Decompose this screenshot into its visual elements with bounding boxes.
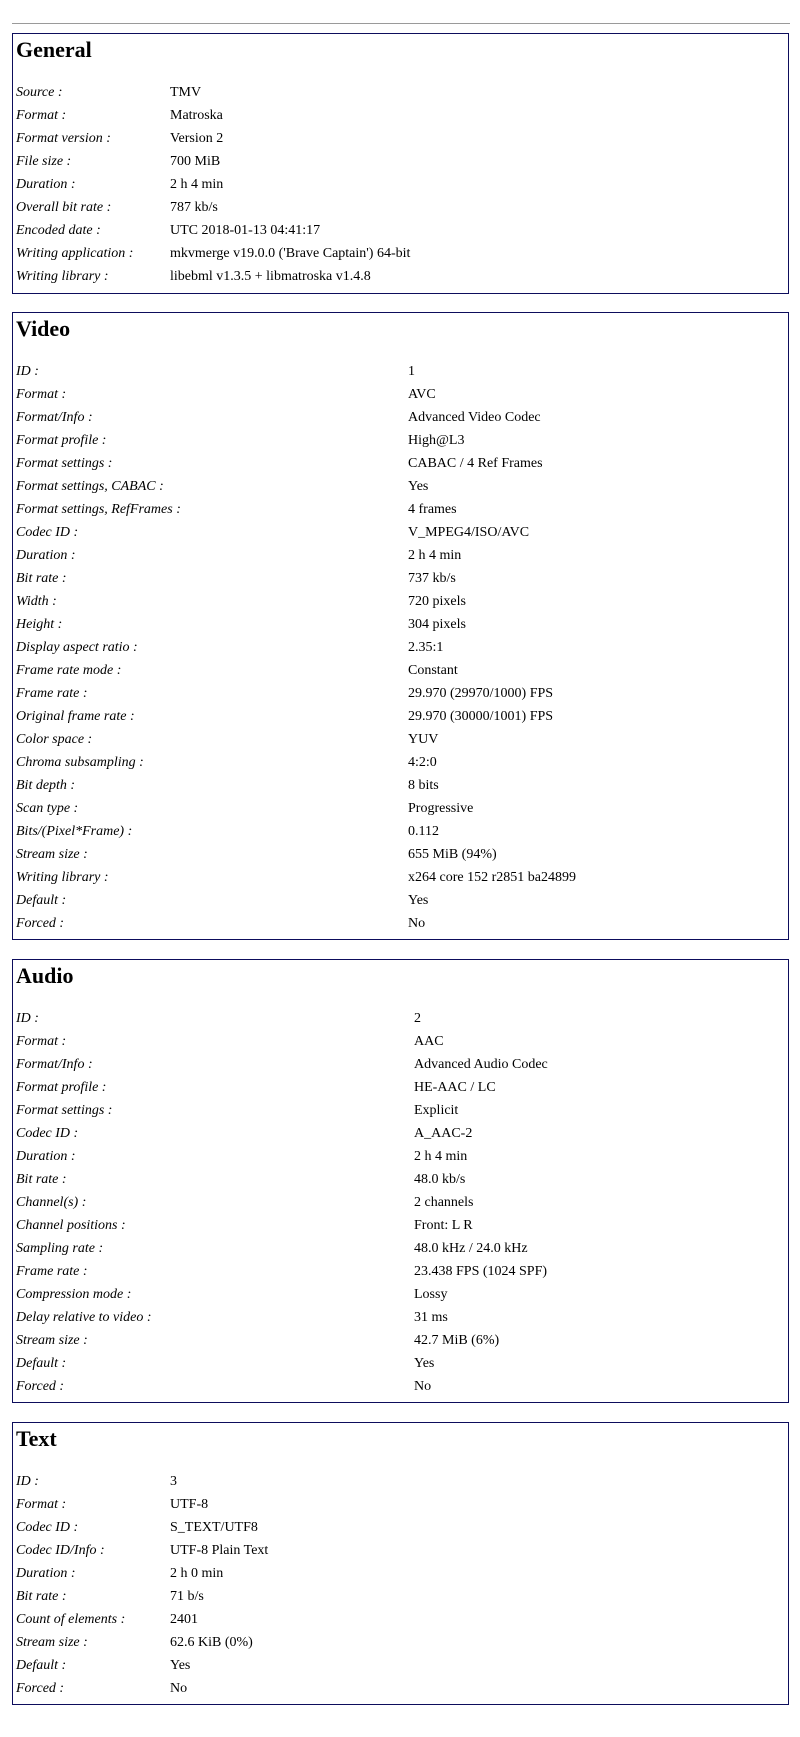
info-row <box>16 452 786 475</box>
section-title: General <box>16 37 92 62</box>
field-value: 2 h 4 min <box>414 1149 468 1164</box>
info-row <box>16 1122 786 1145</box>
info-row <box>16 567 786 590</box>
field-label: Writing library : <box>16 870 109 885</box>
field-value: 48.0 kb/s <box>414 1172 466 1187</box>
field-value: 787 kb/s <box>170 200 218 215</box>
field-value: 2 h 4 min <box>170 177 224 192</box>
info-row <box>16 173 786 196</box>
field-label: Frame rate : <box>16 1264 88 1279</box>
field-label: Stream size : <box>16 1333 88 1348</box>
info-row <box>16 1539 786 1562</box>
field-label: Original frame rate : <box>16 709 135 724</box>
field-label: Bit depth : <box>16 778 76 793</box>
info-rows <box>16 360 786 935</box>
section-title: Video <box>16 316 71 341</box>
section-video <box>12 312 789 940</box>
field-label: Format : <box>16 1497 67 1512</box>
field-label: Source : <box>16 85 63 100</box>
info-row <box>16 659 786 682</box>
field-value: 2 <box>414 1011 421 1026</box>
field-label: Stream size : <box>16 1635 88 1650</box>
info-row <box>16 1329 786 1352</box>
field-value: 29.970 (29970/1000) FPS <box>408 686 554 701</box>
field-label: Codec ID : <box>16 525 79 540</box>
field-label: Default : <box>16 1356 67 1371</box>
field-label: Bit rate : <box>16 1589 67 1604</box>
info-row <box>16 150 786 173</box>
info-row <box>16 1306 786 1329</box>
section-title: Audio <box>16 963 74 988</box>
field-value: Advanced Audio Codec <box>414 1057 548 1072</box>
info-row <box>16 1677 786 1700</box>
field-label: Overall bit rate : <box>16 200 112 215</box>
field-value: 4 frames <box>408 502 457 517</box>
field-value: Yes <box>408 893 429 908</box>
info-row <box>16 1007 786 1030</box>
field-label: Delay relative to video : <box>16 1310 152 1325</box>
field-label: Color space : <box>16 732 93 747</box>
field-label: Codec ID : <box>16 1520 79 1535</box>
info-row <box>16 1260 786 1283</box>
info-row <box>16 1030 786 1053</box>
field-value: 304 pixels <box>408 617 466 632</box>
field-label: Bits/(Pixel*Frame) : <box>16 824 133 839</box>
field-label: Scan type : <box>16 801 79 816</box>
section-audio <box>12 959 789 1403</box>
info-row <box>16 1076 786 1099</box>
info-row <box>16 843 786 866</box>
field-label: Format version : <box>16 131 111 146</box>
field-label: Bit rate : <box>16 571 67 586</box>
field-label: ID : <box>16 364 39 379</box>
field-value: Yes <box>170 1658 191 1673</box>
field-label: Duration : <box>16 177 76 192</box>
field-label: Format : <box>16 387 67 402</box>
field-value: 8 bits <box>408 778 439 793</box>
field-value: HE-AAC / LC <box>414 1080 496 1095</box>
field-value: YUV <box>408 732 439 747</box>
field-value: AVC <box>408 387 436 402</box>
info-row <box>16 429 786 452</box>
top-divider <box>12 23 790 24</box>
field-value: Lossy <box>414 1287 448 1302</box>
field-label: Codec ID/Info : <box>16 1543 105 1558</box>
field-value: 0.112 <box>408 824 439 839</box>
info-row <box>16 498 786 521</box>
info-row <box>16 127 786 150</box>
field-label: Channel positions : <box>16 1218 126 1233</box>
info-rows <box>16 1007 786 1398</box>
field-label: Default : <box>16 1658 67 1673</box>
field-value: 2 h 0 min <box>170 1566 224 1581</box>
field-label: Compression mode : <box>16 1287 132 1302</box>
field-value: No <box>408 916 426 931</box>
field-value: CABAC / 4 Ref Frames <box>408 456 543 471</box>
field-label: Format settings : <box>16 1103 113 1118</box>
field-value: 720 pixels <box>408 594 466 609</box>
field-label: Display aspect ratio : <box>16 640 138 655</box>
info-row <box>16 912 786 935</box>
field-label: Forced : <box>16 916 65 931</box>
section-title: Text <box>16 1426 57 1451</box>
info-row <box>16 406 786 429</box>
field-value: 23.438 FPS (1024 SPF) <box>414 1264 548 1279</box>
info-row <box>16 1145 786 1168</box>
section-general <box>12 33 789 294</box>
field-value: 2401 <box>170 1612 198 1627</box>
info-row <box>16 1470 786 1493</box>
field-label: Duration : <box>16 1149 76 1164</box>
field-value: Front: L R <box>414 1218 473 1233</box>
info-row <box>16 1608 786 1631</box>
info-row <box>16 1099 786 1122</box>
info-row <box>16 1283 786 1306</box>
field-label: Format settings : <box>16 456 113 471</box>
info-row <box>16 682 786 705</box>
field-label: Format settings, RefFrames : <box>16 502 181 517</box>
field-label: Format profile : <box>16 1080 107 1095</box>
info-row <box>16 360 786 383</box>
info-row <box>16 1516 786 1539</box>
field-label: ID : <box>16 1474 39 1489</box>
field-label: Writing library : <box>16 269 109 284</box>
field-label: Forced : <box>16 1379 65 1394</box>
info-row <box>16 265 786 288</box>
field-value: Yes <box>408 479 429 494</box>
field-value: 48.0 kHz / 24.0 kHz <box>414 1241 528 1256</box>
field-value: 2 channels <box>414 1195 474 1210</box>
field-value: A_AAC-2 <box>414 1126 473 1141</box>
field-label: Frame rate : <box>16 686 88 701</box>
info-row <box>16 544 786 567</box>
info-row <box>16 705 786 728</box>
field-value: 4:2:0 <box>408 755 437 770</box>
field-value: Progressive <box>408 801 474 816</box>
field-label: Height : <box>16 617 63 632</box>
info-row <box>16 774 786 797</box>
info-row <box>16 104 786 127</box>
field-value: UTF-8 <box>170 1497 209 1512</box>
info-row <box>16 613 786 636</box>
field-value: x264 core 152 r2851 ba24899 <box>408 870 576 885</box>
field-value: 1 <box>408 364 415 379</box>
field-value: 62.6 KiB (0%) <box>170 1635 253 1650</box>
field-value: 71 b/s <box>170 1589 204 1604</box>
info-row <box>16 242 786 265</box>
field-label: Writing application : <box>16 246 134 261</box>
field-label: Format profile : <box>16 433 107 448</box>
section-text <box>12 1422 789 1705</box>
field-label: Default : <box>16 893 67 908</box>
info-row <box>16 820 786 843</box>
field-value: UTF-8 Plain Text <box>170 1543 269 1558</box>
field-label: Format/Info : <box>16 410 93 425</box>
info-rows <box>16 1470 786 1700</box>
field-value: 700 MiB <box>170 154 221 169</box>
field-value: TMV <box>170 85 202 100</box>
info-row <box>16 751 786 774</box>
field-label: Encoded date : <box>16 223 101 238</box>
field-value: Advanced Video Codec <box>408 410 541 425</box>
info-row <box>16 1237 786 1260</box>
info-row <box>16 1191 786 1214</box>
field-value: 2.35:1 <box>408 640 444 655</box>
field-label: Format : <box>16 108 67 123</box>
field-value: Yes <box>414 1356 435 1371</box>
info-row <box>16 219 786 242</box>
info-row <box>16 81 786 104</box>
field-label: Width : <box>16 594 57 609</box>
info-row <box>16 196 786 219</box>
field-label: Chroma subsampling : <box>16 755 144 770</box>
field-value: 3 <box>170 1474 177 1489</box>
field-label: Bit rate : <box>16 1172 67 1187</box>
field-value: 29.970 (30000/1001) FPS <box>408 709 554 724</box>
info-row <box>16 1654 786 1677</box>
field-label: Count of elements : <box>16 1612 126 1627</box>
info-row <box>16 797 786 820</box>
field-label: Frame rate mode : <box>16 663 122 678</box>
field-value: V_MPEG4/ISO/AVC <box>408 525 530 540</box>
field-value: 2 h 4 min <box>408 548 462 563</box>
field-value: 42.7 MiB (6%) <box>414 1333 500 1348</box>
info-rows <box>16 81 786 288</box>
info-row <box>16 1214 786 1237</box>
info-row <box>16 475 786 498</box>
info-row <box>16 889 786 912</box>
field-value: 737 kb/s <box>408 571 456 586</box>
info-row <box>16 1493 786 1516</box>
info-row <box>16 521 786 544</box>
field-label: Duration : <box>16 1566 76 1581</box>
field-label: Forced : <box>16 1681 65 1696</box>
field-label: Codec ID : <box>16 1126 79 1141</box>
field-label: Duration : <box>16 548 76 563</box>
field-label: Channel(s) : <box>16 1195 87 1210</box>
field-label: ID : <box>16 1011 39 1026</box>
info-row <box>16 1352 786 1375</box>
info-row <box>16 1053 786 1076</box>
field-value: No <box>414 1379 432 1394</box>
info-row <box>16 1631 786 1654</box>
info-row <box>16 590 786 613</box>
field-label: Format settings, CABAC : <box>16 479 164 494</box>
field-label: Sampling rate : <box>16 1241 104 1256</box>
field-label: Format : <box>16 1034 67 1049</box>
field-label: Stream size : <box>16 847 88 862</box>
field-value: 655 MiB (94%) <box>408 847 497 862</box>
info-row <box>16 383 786 406</box>
info-row <box>16 866 786 889</box>
field-value: Explicit <box>414 1103 459 1118</box>
field-value: High@L3 <box>408 433 465 448</box>
info-row <box>16 1585 786 1608</box>
field-value: mkvmerge v19.0.0 ('Brave Captain') 64-bit <box>170 246 411 261</box>
info-row <box>16 728 786 751</box>
field-value: S_TEXT/UTF8 <box>170 1520 258 1535</box>
field-value: AAC <box>414 1034 444 1049</box>
field-value: Version 2 <box>170 131 224 146</box>
info-row <box>16 1168 786 1191</box>
field-value: 31 ms <box>414 1310 448 1325</box>
info-row <box>16 1562 786 1585</box>
field-value: No <box>170 1681 188 1696</box>
field-label: File size : <box>16 154 72 169</box>
field-value: UTC 2018-01-13 04:41:17 <box>170 223 321 238</box>
field-value: Constant <box>408 663 458 678</box>
info-row <box>16 1375 786 1398</box>
info-row <box>16 636 786 659</box>
field-value: libebml v1.3.5 + libmatroska v1.4.8 <box>170 269 371 284</box>
field-label: Format/Info : <box>16 1057 93 1072</box>
field-value: Matroska <box>170 108 223 123</box>
